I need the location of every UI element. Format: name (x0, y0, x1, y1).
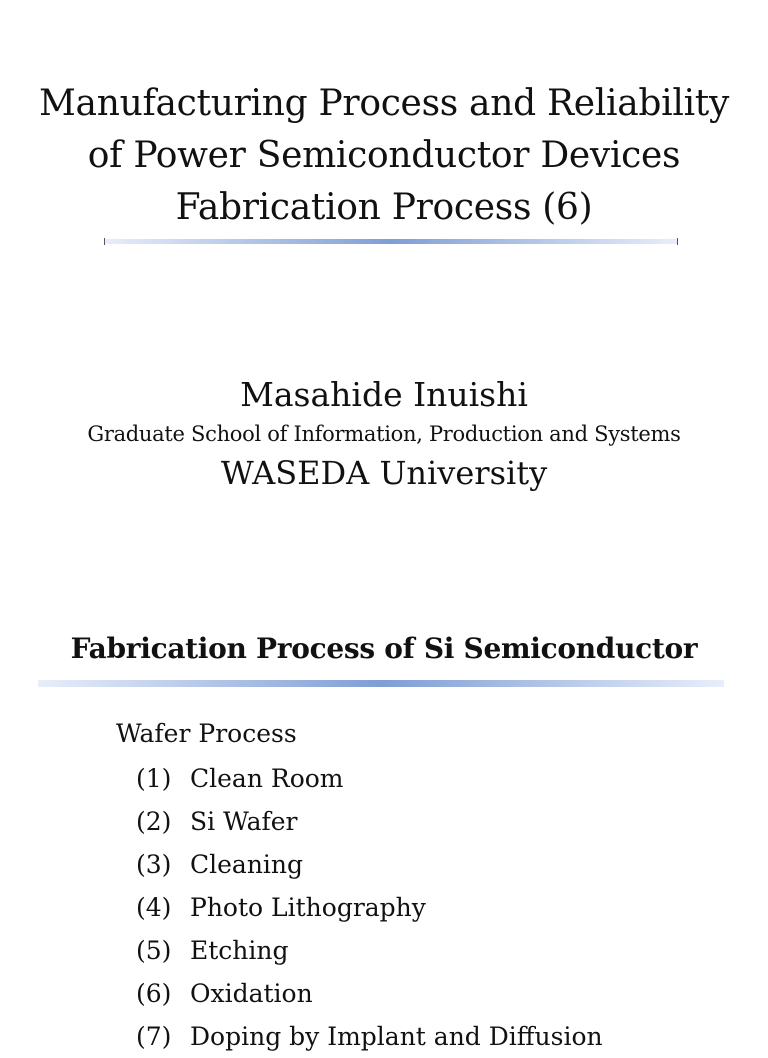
step-label: Clean Room (190, 764, 344, 793)
process-step (136, 800, 603, 843)
process-step (136, 929, 603, 972)
section-divider (38, 680, 724, 687)
step-label: Oxidation (190, 979, 313, 1008)
title-line: Fabrication Process (6) (175, 187, 593, 228)
step-label: Photo Lithography (190, 893, 426, 922)
step-label: Doping by Implant and Diffusion (190, 1022, 603, 1051)
process-step (136, 843, 603, 886)
process-step-list (136, 757, 603, 1058)
step-number: (4) (136, 893, 172, 922)
affiliation: Graduate School of Information, Production and Systems (87, 422, 681, 446)
step-number: (1) (136, 764, 172, 793)
step-label: Cleaning (190, 850, 304, 879)
step-number: (2) (136, 807, 172, 836)
step-label: Etching (190, 936, 289, 965)
title-line: Manufacturing Process and Reliability (39, 83, 729, 124)
university-name: WASEDA University (220, 454, 548, 492)
step-number: (7) (136, 1022, 172, 1051)
step-label: Si Wafer (190, 807, 298, 836)
section-title: Fabrication Process of Si Semiconductor (70, 632, 698, 665)
step-number: (6) (136, 979, 172, 1008)
step-number: (5) (136, 936, 172, 965)
title-line: of Power Semiconductor Devices (87, 135, 681, 176)
process-heading: Wafer Process (116, 719, 297, 748)
author-name: Masahide Inuishi (240, 375, 528, 414)
process-step (136, 972, 603, 1015)
title-divider (104, 239, 678, 244)
process-step (136, 1015, 603, 1058)
process-step (136, 757, 603, 800)
process-step (136, 886, 603, 929)
step-number: (3) (136, 850, 172, 879)
slide-title (0, 78, 768, 234)
